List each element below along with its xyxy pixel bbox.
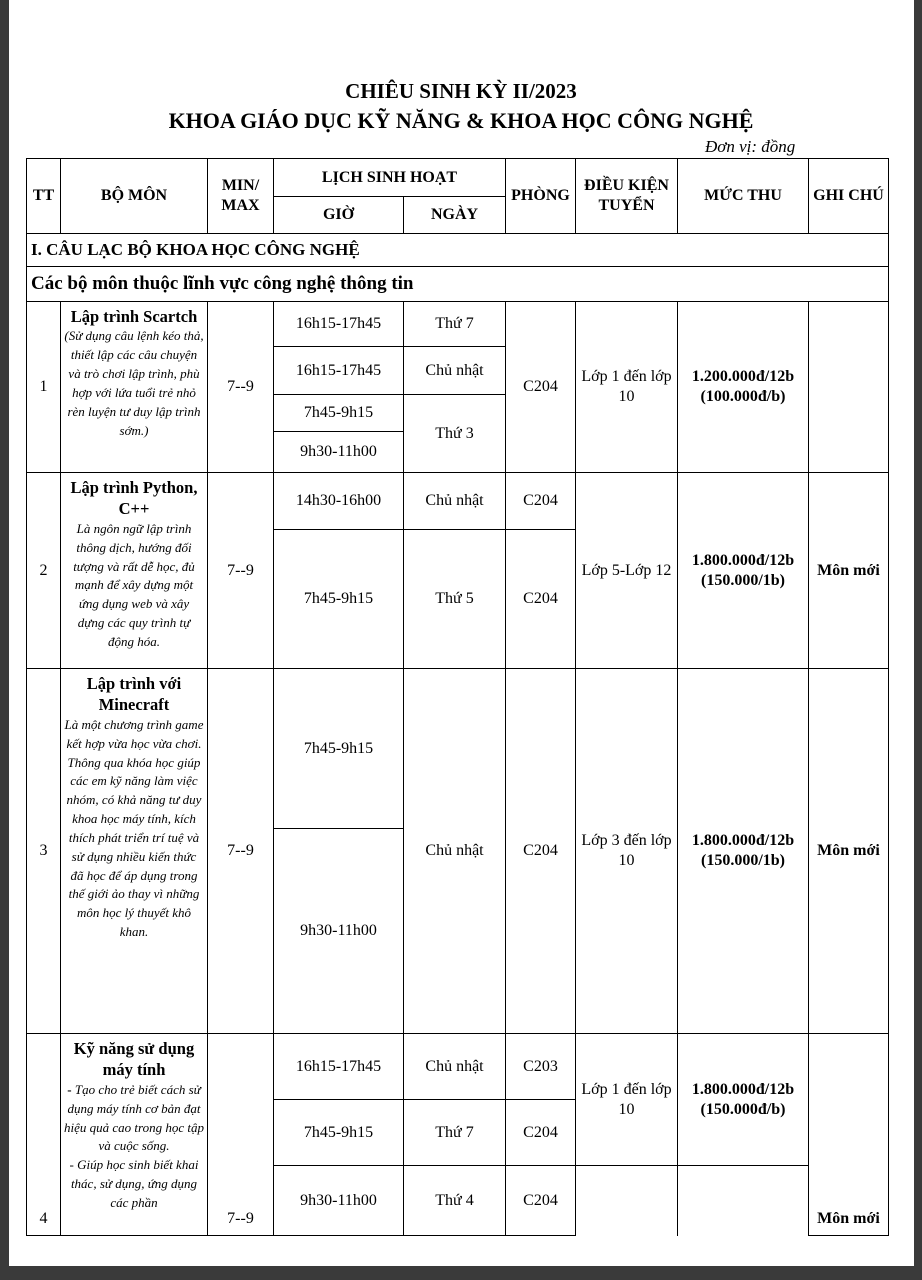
day-cell: Chủ nhật bbox=[404, 1034, 506, 1100]
day-cell: Thứ 4 bbox=[404, 1166, 506, 1236]
header-time: GIỜ bbox=[274, 197, 404, 234]
subsection-heading: Các bộ môn thuộc lĩnh vực công nghệ thông tin bbox=[27, 267, 889, 302]
fee-cell bbox=[678, 1034, 809, 1166]
min-max-cell: 7--9 bbox=[208, 302, 274, 473]
section-heading: I. CÂU LẠC BỘ KHOA HỌC CÔNG NGHỆ bbox=[27, 234, 889, 267]
header-room: PHÒNG bbox=[506, 159, 576, 234]
day-cell: Thứ 5 bbox=[404, 530, 506, 669]
min-max-cell: 7--9 bbox=[208, 1034, 274, 1236]
subject-description: - Tạo cho trẻ biết cách sử dụng máy tính cơ bản đạt hiệu quả cao trong học tập và cuộc sống. bbox=[64, 1081, 204, 1154]
subject-name: Lập trình Scartch bbox=[70, 307, 198, 326]
time-cell: 7h45-9h15 bbox=[274, 395, 404, 432]
header-fee: MỨC THU bbox=[678, 159, 809, 234]
subject-name: Lập trình với Minecraft bbox=[86, 674, 182, 715]
row-number: 1 bbox=[27, 302, 61, 473]
condition-cell: Lớp 5-Lớp 12 bbox=[576, 473, 678, 669]
subject-cell bbox=[61, 473, 208, 669]
min-max-cell: 7--9 bbox=[208, 473, 274, 669]
row-number: 3 bbox=[27, 669, 61, 1034]
room-cell: C204 bbox=[506, 1166, 576, 1236]
day-cell: Chủ nhật bbox=[404, 473, 506, 530]
row-number: 4 bbox=[27, 1034, 61, 1236]
fee-cell bbox=[678, 669, 809, 1034]
header-condition: ĐIỀU KIỆN TUYỂN bbox=[576, 159, 678, 234]
enrollment-table bbox=[26, 158, 889, 1236]
time-cell: 9h30-11h00 bbox=[274, 432, 404, 473]
min-max-cell: 7--9 bbox=[208, 669, 274, 1034]
header-tt: TT bbox=[27, 159, 61, 234]
note-cell: Môn mới bbox=[809, 473, 889, 669]
subject-description: (Sử dụng câu lệnh kéo thả, thiết lập các câu chuyện và trò chơi lập trình, phù hợp với lứa tuổi trẻ nhỏ rèn luyện tư duy lập trình sớm.) bbox=[64, 328, 204, 438]
time-cell: 9h30-11h00 bbox=[274, 829, 404, 1034]
fee-per-session: (150.000đ/b) bbox=[700, 1100, 786, 1118]
room-cell: C204 bbox=[506, 669, 576, 1034]
fee-total: 1.800.000đ/12b bbox=[691, 1080, 795, 1098]
photo-edge-left bbox=[0, 0, 9, 1280]
time-cell: 16h15-17h45 bbox=[274, 1034, 404, 1100]
header-min-max: MIN/ MAX bbox=[208, 159, 274, 234]
condition-cell: Lớp 1 đến lớp 10 bbox=[576, 1034, 678, 1166]
room-cell: C203 bbox=[506, 1034, 576, 1100]
day-cell: Chủ nhật bbox=[404, 347, 506, 395]
fee-cell bbox=[678, 302, 809, 473]
subject-description-continued: - Giúp học sinh biết khai thác, sử dụng, ứng dụng các phần bbox=[69, 1157, 199, 1210]
fee-per-session: (150.000/1b) bbox=[701, 571, 785, 589]
table-row bbox=[27, 473, 889, 530]
note-cell: Môn mới bbox=[809, 1034, 889, 1236]
empty-cell bbox=[678, 1166, 809, 1236]
condition-cell: Lớp 3 đến lớp 10 bbox=[576, 669, 678, 1034]
header-note: GHI CHÚ bbox=[809, 159, 889, 234]
time-cell: 9h30-11h00 bbox=[274, 1166, 404, 1236]
empty-cell bbox=[576, 1166, 678, 1236]
document-subtitle: KHOA GIÁO DỤC KỸ NĂNG & KHOA HỌC CÔNG NGHỆ bbox=[168, 108, 754, 133]
subject-cell bbox=[61, 669, 208, 1034]
day-cell: Thứ 3 bbox=[404, 395, 506, 473]
fee-total: 1.800.000đ/12b bbox=[691, 551, 795, 569]
fee-total: 1.200.000đ/12b bbox=[691, 368, 795, 385]
note-cell bbox=[809, 302, 889, 473]
fee-per-session: (100.000đ/b) bbox=[700, 388, 786, 405]
row-number: 2 bbox=[27, 473, 61, 669]
table-row bbox=[27, 1034, 889, 1100]
table-row bbox=[27, 302, 889, 347]
subject-name: Kỹ năng sử dụng máy tính bbox=[73, 1039, 195, 1080]
subject-description: Là một chương trình game kết hợp vừa học vừa chơi. Thông qua khóa học giúp các em kỹ năng làm việc nhóm, có khả năng tư duy khoa học máy tính, kích thích phát triển trí tuệ và sử dụng nhiều kiến thức đã học để áp dụng trong thế giới ảo thay vì những môn học lý thuyết khô khan. bbox=[64, 716, 204, 940]
time-cell: 7h45-9h15 bbox=[274, 530, 404, 669]
document-title: CHIÊU SINH KỲ II/2023 bbox=[345, 79, 577, 103]
fee-per-session: (150.000/1b) bbox=[701, 852, 785, 869]
subject-cell bbox=[61, 302, 208, 473]
subject-cell bbox=[61, 1034, 208, 1236]
time-cell: 14h30-16h00 bbox=[274, 473, 404, 530]
day-cell: Chủ nhật bbox=[404, 669, 506, 1034]
time-cell: 7h45-9h15 bbox=[274, 1100, 404, 1166]
room-cell: C204 bbox=[506, 302, 576, 473]
header-schedule: LỊCH SINH HOẠT bbox=[274, 159, 506, 197]
time-cell: 16h15-17h45 bbox=[274, 347, 404, 395]
photo-edge-right bbox=[914, 0, 922, 1280]
day-cell: Thứ 7 bbox=[404, 302, 506, 347]
note-cell: Môn mới bbox=[809, 669, 889, 1034]
table-row bbox=[27, 669, 889, 829]
day-cell: Thứ 7 bbox=[404, 1100, 506, 1166]
photo-edge-bottom bbox=[0, 1266, 922, 1280]
subject-name: Lập trình Python, C++ bbox=[70, 478, 198, 519]
time-cell: 7h45-9h15 bbox=[274, 669, 404, 829]
header-subject: BỘ MÔN bbox=[61, 159, 208, 234]
unit-note: Đơn vị: đồng bbox=[705, 137, 796, 156]
room-cell: C204 bbox=[506, 473, 576, 530]
room-cell: C204 bbox=[506, 530, 576, 669]
fee-cell bbox=[678, 473, 809, 669]
condition-cell: Lớp 1 đến lớp 10 bbox=[576, 302, 678, 473]
time-cell: 16h15-17h45 bbox=[274, 302, 404, 347]
subject-description: Là ngôn ngữ lập trình thông dịch, hướng đối tượng và rất dễ học, đủ mạnh để xây dựng một ứng dụng web và xây dựng các quy trình tự động hóa. bbox=[73, 520, 195, 649]
fee-total: 1.800.000đ/12b bbox=[691, 832, 795, 849]
header-day: NGÀY bbox=[404, 197, 506, 234]
room-cell: C204 bbox=[506, 1100, 576, 1166]
